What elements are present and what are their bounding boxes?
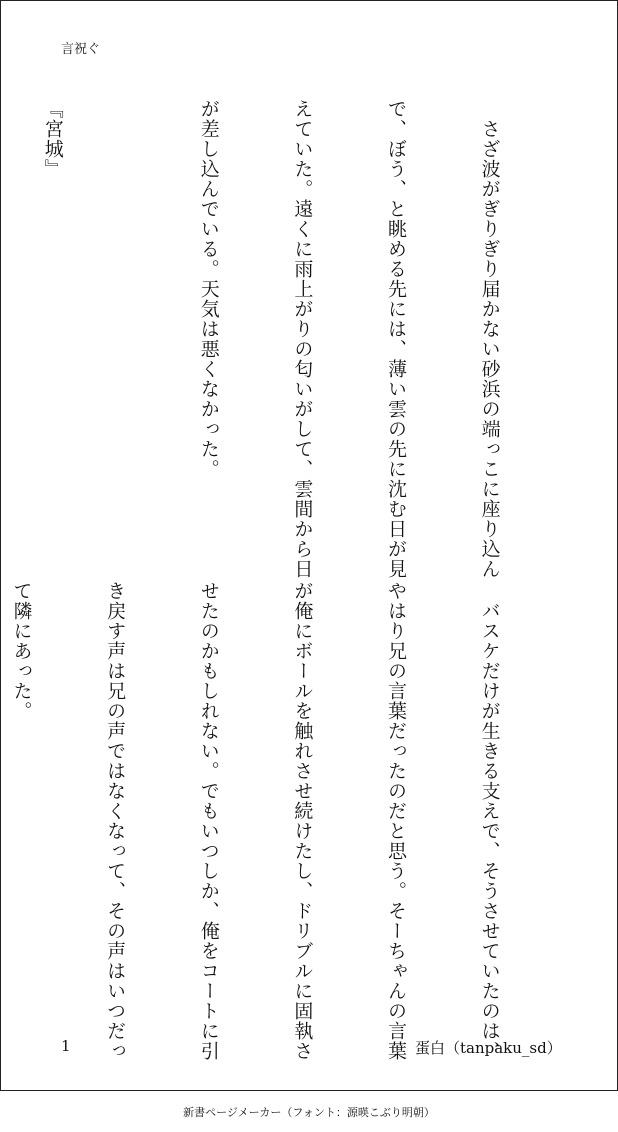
text-line: さざ波がぎりぎり届かない砂浜の端っこに座り込ん xyxy=(478,99,501,579)
running-title: 言祝ぐ xyxy=(61,42,101,57)
text-line: やはり兄の言葉だったのだと思う。そーちゃんの言葉 xyxy=(384,581,407,1061)
text-column-top xyxy=(0,99,567,579)
text-line-quote: 『宮城』 xyxy=(41,99,64,179)
text-line: えていた。遠くに雨上がりの匂いがして、雲間から日 xyxy=(291,99,314,579)
generator-credit: 新書ページメーカー（フォント：源暎こぶり明朝） xyxy=(183,1106,435,1119)
text-line: せたのかもしれない。でもいつしか、俺をコートに引 xyxy=(197,581,220,1061)
page-number: 1 xyxy=(61,1037,71,1055)
text-line: バスケだけが生きる支えで、そうさせていたのは、 xyxy=(478,581,501,1061)
text-line: が差し込んでいる。天気は悪くなかった。 xyxy=(197,99,220,479)
text-line: き戻す声は兄の声ではなくなって、その声はいつだっ xyxy=(104,581,127,1061)
text-line: が俺にボールを触れさせ続けたし、ドリブルに固執さ xyxy=(291,581,314,1061)
text-line: て隣にあった。 xyxy=(10,581,33,721)
author-name: 蛋白（tanpaku_sd） xyxy=(415,1039,562,1057)
text-line: で、ぼう、と眺める先には、薄い雲の先に沈む日が見 xyxy=(384,99,407,579)
